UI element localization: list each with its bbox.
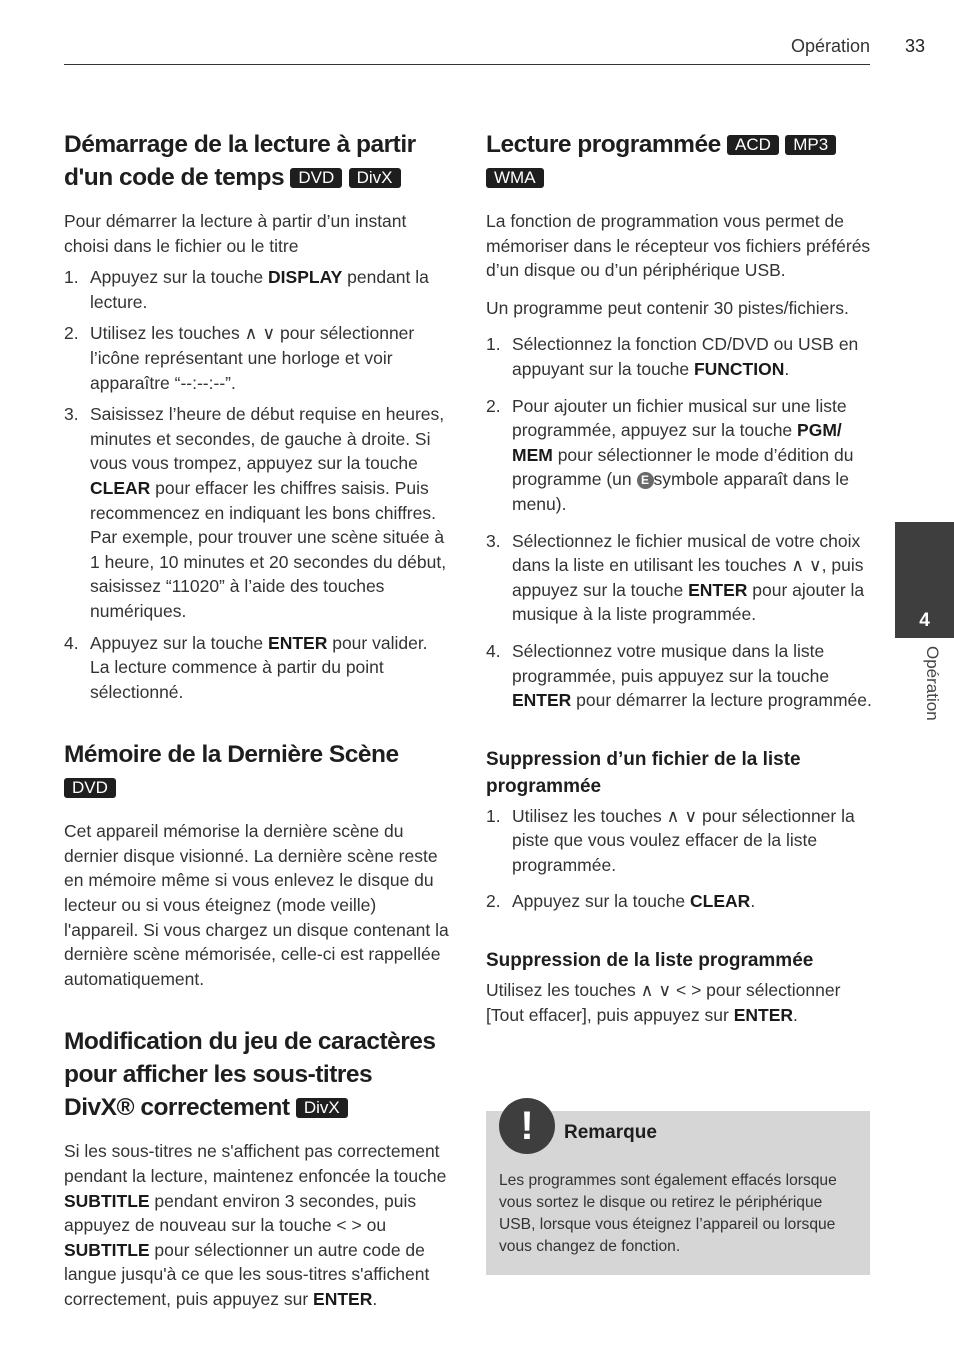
section-title-line: Modification du jeu de caractères	[64, 1028, 436, 1056]
page-header	[64, 34, 870, 65]
step-text: Utilisez les touches ∧ ∨ pour sélectionner la piste que vous voulez effacer de la liste programmée.	[512, 805, 855, 875]
list-item	[64, 321, 449, 395]
edit-mode-e-icon: E	[637, 472, 654, 489]
step-number: 3.	[64, 404, 79, 425]
section-title-line: DivX® correctement	[64, 1094, 290, 1122]
note-text: Les programmes sont également effacés lorsque vous sortez le disque ou retirez le périphérique USB, lorsque vous éteignez l’appareil ou lorsque vous changez de fonction.	[499, 1172, 837, 1255]
key-name: ENTER	[733, 1004, 794, 1025]
body-text: pour sélectionner un autre code de langue jusqu'à ce que les sous-titres s'affichent correctement, puis appuyez sur	[64, 1239, 430, 1309]
step-number: 2.	[486, 891, 501, 912]
step-text: .	[784, 358, 790, 379]
program-steps	[486, 332, 872, 712]
step-text: Saisissez l’heure de début requise en heures, minutes et secondes, de gauche à droite. Si vous vous trompez, appuyez sur la touche	[90, 404, 445, 474]
format-badge-mp3: MP3	[785, 135, 836, 155]
format-badge-dvd: DVD	[64, 778, 116, 798]
program-limit-paragraph: Un programme peut contenir 30 pistes/fichiers.	[486, 297, 849, 318]
body-text: Si les sous-titres ne s'affichent pas correctement pendant la lecture, maintenez enfoncée la touche	[64, 1141, 447, 1187]
delete-file-steps	[486, 804, 872, 914]
format-badge-acd: ACD	[727, 135, 779, 155]
step-number: 2.	[486, 395, 501, 416]
last-scene-paragraph: Cet appareil mémorise la dernière scène du dernier disque visionné. La dernière scène reste en mémoire même si vous enlevez le disque du lecteur ou si vous éteignez (mode veille) l'appareil. Si vous chargez un disque contenant la dernière scène mémorisée, celle-ci est rappellée automatiquement.	[64, 821, 449, 989]
subsection-title-delete-file: Suppression d’un fichier de la liste programmée	[486, 748, 801, 797]
step-text: pour ajouter la musique à la liste programmée.	[512, 579, 865, 625]
list-item	[486, 529, 872, 627]
subtitles-paragraph	[64, 1139, 449, 1311]
format-badge-divx: DivX	[349, 168, 401, 188]
step-text: Appuyez sur la touche	[90, 267, 269, 288]
key-name: SUBTITLE	[64, 1190, 150, 1211]
section-title-line: d'un code de temps	[64, 164, 285, 191]
key-name: ENTER	[313, 1289, 373, 1309]
page-number: 33	[905, 36, 926, 56]
format-badge-dvd: DVD	[290, 168, 342, 188]
key-name: CLEAR	[690, 891, 751, 912]
key-name: ENTER	[688, 579, 748, 600]
step-text: Appuyez sur la touche	[90, 632, 269, 653]
key-name: DISPLAY	[268, 267, 343, 288]
section-title-program-play	[486, 128, 872, 194]
step-text: .	[750, 891, 756, 912]
list-item	[64, 631, 449, 705]
chapter-label: Opération	[923, 646, 942, 721]
step-text: Sélectionnez votre musique dans la liste programmée, puis appuyez sur la touche	[512, 640, 830, 686]
body-text: .	[793, 1004, 798, 1025]
step-number: 2.	[64, 323, 79, 344]
program-intro-paragraph: La fonction de programmation vous permet de mémoriser dans le récepteur vos fichiers préférés d’un disque ou d’un périphérique USB.	[486, 211, 871, 281]
right-column	[486, 128, 872, 1027]
step-number: 4.	[486, 640, 501, 661]
intro-paragraph: Pour démarrer la lecture à partir d’un instant choisi dans le fichier ou le titre	[64, 211, 407, 256]
key-name: ENTER	[268, 632, 328, 653]
note-title: Remarque	[564, 1122, 657, 1143]
step-number: 3.	[486, 530, 501, 551]
timecode-steps	[64, 265, 449, 704]
key-name: FUNCTION	[693, 358, 785, 379]
section-title-line: Démarrage de la lecture à partir	[64, 131, 416, 158]
format-badge-divx: DivX	[296, 1098, 348, 1118]
body-text: pendant environ 3 secondes, puis appuyez de nouveau sur la touche < > ou	[64, 1190, 417, 1236]
section-title-line: Lecture programmée	[486, 131, 721, 158]
step-text: pendant la lecture.	[90, 267, 429, 312]
section-title-last-scene	[64, 738, 449, 804]
step-text: symbole apparaît dans le menu).	[512, 469, 850, 514]
section-title-subtitles	[64, 1025, 449, 1124]
list-item	[486, 804, 872, 878]
step-text: pour sélectionner le mode d’édition du programme (un	[512, 444, 854, 490]
key-name: ENTER	[512, 690, 572, 711]
body-text: .	[372, 1289, 378, 1309]
step-text: pour démarrer la lecture programmée.	[571, 690, 872, 711]
body-text: Utilisez les touches ∧ ∨ < > pour sélectionner [Tout effacer], puis appuyez sur	[486, 980, 841, 1025]
key-name: PGM/ MEM	[512, 420, 842, 465]
step-text: Sélectionnez la fonction CD/DVD ou USB en appuyant sur la touche	[512, 334, 859, 379]
section-title-line: Mémoire de la Dernière Scène	[64, 741, 399, 769]
section-title-line: pour afficher les sous-titres	[64, 1061, 373, 1089]
section-title-timecode	[64, 128, 449, 194]
list-item	[64, 265, 449, 314]
left-column	[64, 128, 449, 1312]
list-item	[486, 639, 872, 713]
step-number: 1.	[486, 805, 501, 826]
step-number: 1.	[64, 267, 79, 288]
list-item	[486, 889, 872, 914]
step-text: pour valider. La lecture commence à partir du point sélectionné.	[90, 632, 428, 702]
subsection-title-delete-list: Suppression de la liste programmée	[486, 950, 814, 972]
chapter-number: 4	[919, 610, 930, 631]
step-number: 1.	[486, 334, 501, 355]
delete-list-paragraph	[486, 978, 872, 1027]
step-text: pour effacer les chiffres saisis. Puis recommencez en indiquant les bons chiffres. Par exemple, pour trouver une scène située à 1 heure, 10 minutes et 20 secondes du début, saisissez “11020” à l’aide des touches numériques.	[90, 477, 447, 621]
key-name: SUBTITLE	[64, 1239, 150, 1260]
step-text: Appuyez sur la touche	[512, 891, 691, 912]
key-name: CLEAR	[90, 477, 151, 498]
list-item	[486, 394, 872, 517]
header-section-title: Opération	[790, 36, 870, 56]
format-badge-wma: WMA	[486, 168, 544, 188]
step-text: Pour ajouter un fichier musical sur une liste programmée, appuyez sur la touche	[512, 395, 847, 441]
list-item	[64, 402, 449, 623]
exclamation-icon: !	[499, 1098, 555, 1154]
chapter-tab	[895, 522, 954, 638]
step-text: Utilisez les touches ∧ ∨ pour sélectionner l’icône représentant une horloge et voir apparaître “--:--:--”.	[90, 323, 415, 393]
step-number: 4.	[64, 632, 79, 653]
list-item	[486, 332, 872, 381]
step-text: Sélectionnez le fichier musical de votre choix dans la liste en utilisant les touches ∧ ∨, puis appuyez sur la touche	[512, 530, 864, 600]
